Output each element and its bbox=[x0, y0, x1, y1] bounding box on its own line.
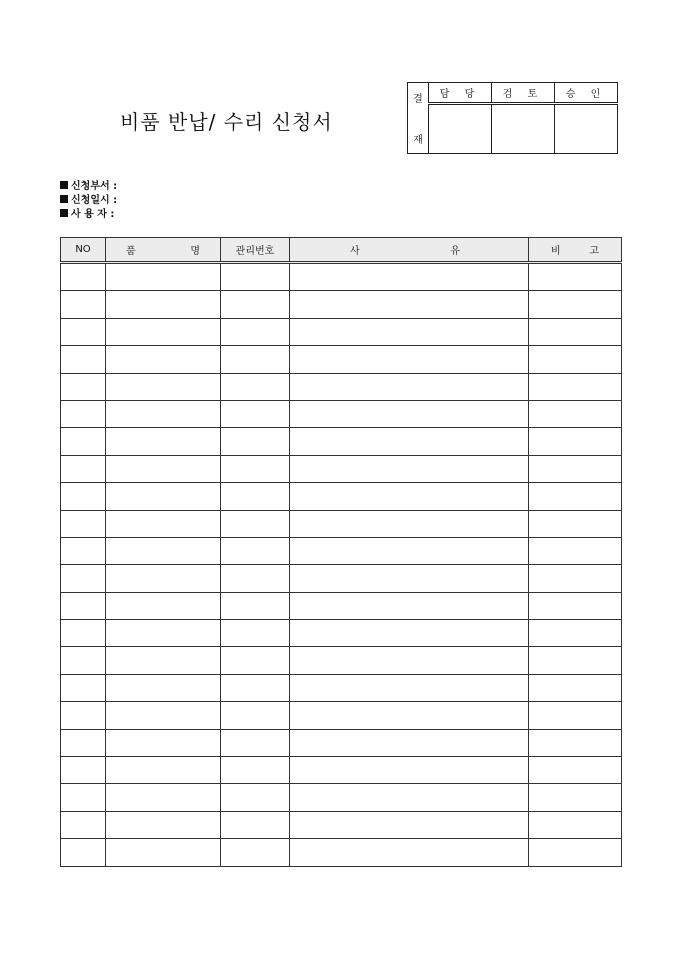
cell-note[interactable] bbox=[529, 346, 622, 373]
cell-item-name[interactable] bbox=[106, 620, 221, 647]
table-row bbox=[61, 839, 622, 866]
items-table bbox=[60, 237, 622, 867]
cell-reason[interactable] bbox=[290, 674, 529, 701]
column-management-no: 관리번호 bbox=[221, 238, 290, 263]
table-row bbox=[61, 784, 622, 811]
cell-reason[interactable] bbox=[290, 592, 529, 619]
cell-reason[interactable] bbox=[290, 620, 529, 647]
cell-note[interactable] bbox=[529, 537, 622, 564]
cell-no[interactable] bbox=[61, 729, 106, 756]
cell-reason[interactable] bbox=[290, 647, 529, 674]
cell-no[interactable] bbox=[61, 784, 106, 811]
cell-item-name[interactable] bbox=[106, 400, 221, 427]
table-header-row bbox=[61, 238, 622, 263]
cell-item-name[interactable] bbox=[106, 263, 221, 291]
approval-header-review: 검 토 bbox=[492, 83, 555, 104]
cell-item-name[interactable] bbox=[106, 729, 221, 756]
cell-item-name[interactable] bbox=[106, 592, 221, 619]
cell-note[interactable] bbox=[529, 263, 622, 291]
cell-reason[interactable] bbox=[290, 373, 529, 400]
cell-management-no[interactable] bbox=[221, 702, 290, 729]
table-row bbox=[61, 647, 622, 674]
field-date[interactable]: 신청일시 : bbox=[60, 194, 117, 208]
cell-no[interactable] bbox=[61, 702, 106, 729]
cell-management-no[interactable] bbox=[221, 647, 290, 674]
approval-side-label bbox=[408, 83, 429, 154]
approval-sign-review[interactable] bbox=[492, 104, 555, 154]
cell-management-no[interactable] bbox=[221, 483, 290, 510]
cell-note[interactable] bbox=[529, 647, 622, 674]
cell-management-no[interactable] bbox=[221, 318, 290, 345]
cell-reason[interactable] bbox=[290, 483, 529, 510]
cell-item-name[interactable] bbox=[106, 839, 221, 866]
cell-note[interactable] bbox=[529, 729, 622, 756]
cell-no[interactable] bbox=[61, 620, 106, 647]
table-row bbox=[61, 757, 622, 784]
cell-item-name[interactable] bbox=[106, 510, 221, 537]
cell-management-no[interactable] bbox=[221, 537, 290, 564]
square-bullet-icon bbox=[60, 181, 68, 189]
cell-note[interactable] bbox=[529, 291, 622, 318]
cell-management-no[interactable] bbox=[221, 291, 290, 318]
cell-no[interactable] bbox=[61, 839, 106, 866]
cell-no[interactable] bbox=[61, 483, 106, 510]
cell-management-no[interactable] bbox=[221, 263, 290, 291]
cell-item-name[interactable] bbox=[106, 373, 221, 400]
cell-note[interactable] bbox=[529, 455, 622, 482]
cell-note[interactable] bbox=[529, 702, 622, 729]
table-row bbox=[61, 263, 622, 291]
cell-item-name[interactable] bbox=[106, 455, 221, 482]
cell-management-no[interactable] bbox=[221, 729, 290, 756]
cell-item-name[interactable] bbox=[106, 291, 221, 318]
cell-management-no[interactable] bbox=[221, 373, 290, 400]
table-row bbox=[61, 373, 622, 400]
cell-note[interactable] bbox=[529, 784, 622, 811]
field-department[interactable]: 신청부서 : bbox=[60, 180, 117, 194]
table-row bbox=[61, 428, 622, 455]
cell-no[interactable] bbox=[61, 674, 106, 701]
cell-item-name[interactable] bbox=[106, 784, 221, 811]
cell-reason[interactable] bbox=[290, 839, 529, 866]
table-row bbox=[61, 537, 622, 564]
cell-reason[interactable] bbox=[290, 455, 529, 482]
cell-reason[interactable] bbox=[290, 757, 529, 784]
approval-side-bottom: 재 bbox=[413, 135, 423, 146]
cell-reason[interactable] bbox=[290, 318, 529, 345]
cell-no[interactable] bbox=[61, 455, 106, 482]
cell-reason[interactable] bbox=[290, 565, 529, 592]
cell-item-name[interactable] bbox=[106, 565, 221, 592]
cell-no[interactable] bbox=[61, 373, 106, 400]
cell-note[interactable] bbox=[529, 483, 622, 510]
approval-sign-charge[interactable] bbox=[429, 104, 492, 154]
table-row bbox=[61, 510, 622, 537]
column-note: 비 고 bbox=[529, 238, 622, 263]
cell-item-name[interactable] bbox=[106, 647, 221, 674]
cell-management-no[interactable] bbox=[221, 346, 290, 373]
cell-note[interactable] bbox=[529, 428, 622, 455]
cell-management-no[interactable] bbox=[221, 839, 290, 866]
cell-management-no[interactable] bbox=[221, 510, 290, 537]
cell-management-no[interactable] bbox=[221, 620, 290, 647]
column-reason: 사 유 bbox=[290, 238, 529, 263]
cell-item-name[interactable] bbox=[106, 428, 221, 455]
cell-no[interactable] bbox=[61, 592, 106, 619]
cell-no[interactable] bbox=[61, 318, 106, 345]
approval-header-approve: 승 인 bbox=[555, 83, 618, 104]
document-title: 비품 반납/ 수리 신청서 bbox=[120, 110, 333, 134]
cell-no[interactable] bbox=[61, 647, 106, 674]
cell-management-no[interactable] bbox=[221, 565, 290, 592]
cell-reason[interactable] bbox=[290, 811, 529, 838]
cell-no[interactable] bbox=[61, 811, 106, 838]
cell-note[interactable] bbox=[529, 400, 622, 427]
cell-item-name[interactable] bbox=[106, 483, 221, 510]
cell-no[interactable] bbox=[61, 428, 106, 455]
cell-reason[interactable] bbox=[290, 400, 529, 427]
table-row bbox=[61, 400, 622, 427]
square-bullet-icon bbox=[60, 209, 68, 217]
cell-no[interactable] bbox=[61, 757, 106, 784]
table-row bbox=[61, 811, 622, 838]
cell-management-no[interactable] bbox=[221, 592, 290, 619]
cell-reason[interactable] bbox=[290, 263, 529, 291]
cell-no[interactable] bbox=[61, 400, 106, 427]
approval-sign-approve[interactable] bbox=[555, 104, 618, 154]
cell-note[interactable] bbox=[529, 839, 622, 866]
cell-item-name[interactable] bbox=[106, 674, 221, 701]
cell-reason[interactable] bbox=[290, 428, 529, 455]
cell-management-no[interactable] bbox=[221, 757, 290, 784]
cell-no[interactable] bbox=[61, 510, 106, 537]
cell-note[interactable] bbox=[529, 373, 622, 400]
cell-no[interactable] bbox=[61, 263, 106, 291]
cell-note[interactable] bbox=[529, 565, 622, 592]
table-row bbox=[61, 565, 622, 592]
cell-reason[interactable] bbox=[290, 784, 529, 811]
table-row bbox=[61, 674, 622, 701]
cell-no[interactable] bbox=[61, 291, 106, 318]
table-row bbox=[61, 702, 622, 729]
cell-reason[interactable] bbox=[290, 346, 529, 373]
cell-no[interactable] bbox=[61, 346, 106, 373]
cell-item-name[interactable] bbox=[106, 702, 221, 729]
table-row bbox=[61, 455, 622, 482]
cell-note[interactable] bbox=[529, 757, 622, 784]
cell-no[interactable] bbox=[61, 537, 106, 564]
cell-reason[interactable] bbox=[290, 702, 529, 729]
cell-note[interactable] bbox=[529, 510, 622, 537]
request-fields bbox=[60, 180, 117, 222]
cell-reason[interactable] bbox=[290, 291, 529, 318]
cell-management-no[interactable] bbox=[221, 455, 290, 482]
cell-item-name[interactable] bbox=[106, 346, 221, 373]
cell-management-no[interactable] bbox=[221, 674, 290, 701]
cell-reason[interactable] bbox=[290, 510, 529, 537]
table-row bbox=[61, 346, 622, 373]
cell-item-name[interactable] bbox=[106, 811, 221, 838]
cell-reason[interactable] bbox=[290, 537, 529, 564]
table-row bbox=[61, 291, 622, 318]
cell-note[interactable] bbox=[529, 318, 622, 345]
cell-management-no[interactable] bbox=[221, 784, 290, 811]
cell-note[interactable] bbox=[529, 620, 622, 647]
table-row bbox=[61, 620, 622, 647]
table-row bbox=[61, 729, 622, 756]
cell-note[interactable] bbox=[529, 674, 622, 701]
cell-item-name[interactable] bbox=[106, 757, 221, 784]
cell-management-no[interactable] bbox=[221, 811, 290, 838]
cell-management-no[interactable] bbox=[221, 400, 290, 427]
table-row bbox=[61, 592, 622, 619]
column-no: NO bbox=[61, 238, 106, 263]
approval-side-top: 결 bbox=[413, 94, 423, 105]
cell-item-name[interactable] bbox=[106, 537, 221, 564]
cell-item-name[interactable] bbox=[106, 318, 221, 345]
column-item-name: 품 명 bbox=[106, 238, 221, 263]
table-row bbox=[61, 483, 622, 510]
approval-header-charge: 담 당 bbox=[429, 83, 492, 104]
cell-reason[interactable] bbox=[290, 729, 529, 756]
cell-note[interactable] bbox=[529, 592, 622, 619]
square-bullet-icon bbox=[60, 195, 68, 203]
cell-management-no[interactable] bbox=[221, 428, 290, 455]
approval-box bbox=[407, 82, 618, 154]
table-row bbox=[61, 318, 622, 345]
cell-no[interactable] bbox=[61, 565, 106, 592]
cell-note[interactable] bbox=[529, 811, 622, 838]
field-user[interactable]: 사 용 자 : bbox=[60, 208, 117, 222]
